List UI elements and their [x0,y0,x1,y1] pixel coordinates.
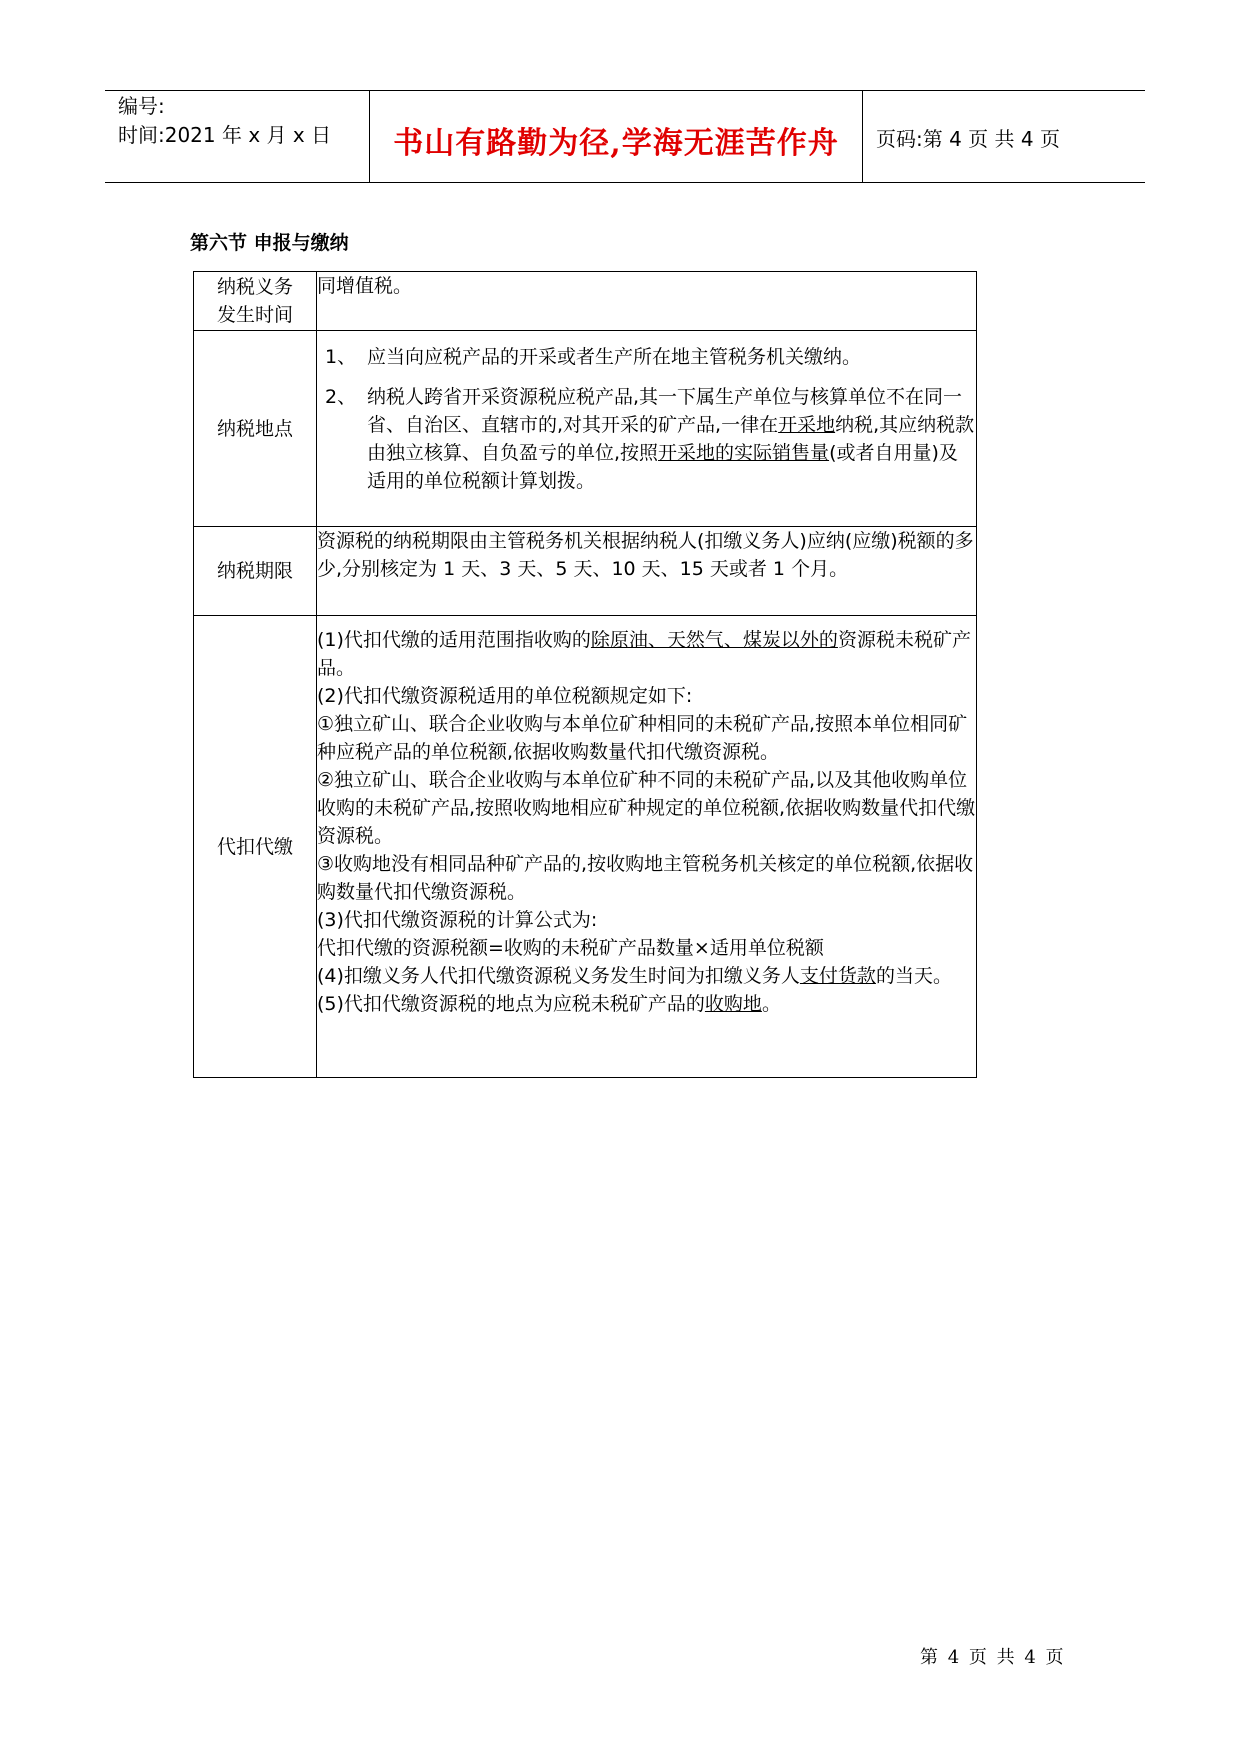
section-title: 第六节 申报与缴纳 [190,232,349,254]
row-content [317,331,977,527]
header-meta [118,92,331,150]
table-row-tax-period [194,527,977,616]
paragraph [317,990,976,1018]
tax-declaration-table [193,271,977,1078]
table-row-withholding [194,616,977,1078]
header-top-rule [105,90,1145,91]
document-time-label: 时间:2021 年 x 月 x 日 [118,123,332,147]
row-content-text: 资源税的纳税期限由主管税务机关根据纳税人(扣缴义务人)应纳(应缴)税额的多少,分别核定为 1 天、3 天、5 天、10 天、15 天或者 1 个月。 [317,530,974,580]
row-label: 代扣代缴 [194,616,317,1078]
text-run: 纳税,其应纳税款由独立核算、自负盈亏的单位,按照 [367,414,975,464]
header-motto: 书山有路勤为径,学海无涯苦作舟 [393,126,839,161]
list-item-number: 2、 [325,386,357,408]
table-row-tax-place [194,331,977,527]
text-run: (1)代扣代缴的适用范围指收购的 [317,629,591,651]
list-item-text [367,383,976,495]
text-run: 资源税未税矿产品。 [317,629,971,679]
underlined-text: 开采地 [778,414,836,436]
document-number-label: 编号: [118,94,165,118]
row-label [194,272,317,331]
row-label: 纳税地点 [194,331,317,527]
list-item-text: 应当向应税产品的开采或者生产所在地主管税务机关缴纳。 [367,346,862,368]
row-label-line: 发生时间 [216,304,293,326]
paragraph: ③收购地没有相同品种矿产品的,按收购地主管税务机关核定的单位税额,依据收购数量代扣代缴资源税。 [317,853,974,903]
row-content [317,616,977,1078]
text-run: 。 [761,993,781,1015]
table-row-obligation-time [194,272,977,331]
paragraph: ①独立矿山、联合企业收购与本单位矿种相同的未税矿产品,按照本单位相同矿种应税产品的单位税额,依据收购数量代扣代缴资源税。 [317,713,968,763]
paragraph: (3)代扣代缴资源税的计算公式为: [317,909,598,931]
text-run: (5)代扣代缴资源税的地点为应税未税矿产品的 [317,993,705,1015]
underlined-text: 收购地 [704,993,762,1015]
paragraph: 代扣代缴的资源税额=收购的未税矿产品数量×适用单位税额 [317,937,824,959]
header-bottom-rule [105,182,1145,183]
row-label: 纳税期限 [194,527,317,616]
list-item [317,383,976,495]
paragraph: ②独立矿山、联合企业收购与本单位矿种不同的未税矿产品,以及其他收购单位收购的未税矿产品,按照收购地相应矿种规定的单位税额,依据收购数量代扣代缴资源税。 [317,769,976,847]
text-run: 的当天。 [875,965,952,987]
list-item [317,343,976,371]
text-run: (或者自用量)及适用的单位税额计算划拨。 [367,442,958,492]
row-label-line: 纳税义务 [216,276,293,298]
header-page-number: 页码:第 4 页 共 4 页 [876,127,1060,151]
footer-page-number: 第 4 页 共 4 页 [920,1647,1066,1668]
underlined-text: 除原油、天然气、煤炭以外的 [590,629,838,651]
header-divider-right [862,90,863,182]
list-item-number: 1、 [325,346,357,368]
text-run: 纳税人跨省开采资源税应税产品,其一下属生产单位与核算单位不在同一省、自治区、直辖市的,对其开采的矿产品,一律在 [367,386,963,436]
underlined-text: 支付货款 [799,965,876,987]
paragraph [317,626,976,682]
paragraph [317,962,976,990]
row-content [317,272,977,331]
row-content [317,527,977,616]
text-run: (4)扣缴义务人代扣代缴资源税义务发生时间为扣缴义务人 [317,965,800,987]
underlined-text: 开采地的实际销售量 [658,442,830,464]
row-content-text: 同增值税。 [317,275,413,297]
paragraph: (2)代扣代缴资源税适用的单位税额规定如下: [317,685,693,707]
